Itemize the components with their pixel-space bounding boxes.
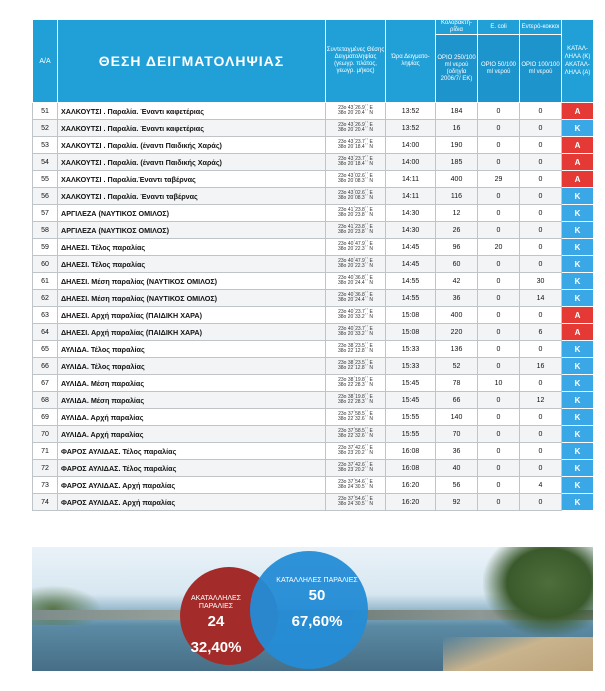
longitude: 23o 41΄23.8΄΄ E <box>338 223 373 230</box>
cell-classification: A <box>562 307 594 324</box>
cell-location: ΑΥΛΙΔΑ. Τέλος παραλίας <box>58 341 326 358</box>
table-row <box>33 494 594 511</box>
cell-coliforms: 70 <box>436 426 478 443</box>
cell-location: ΦΑΡΟΣ ΑΥΛΙΔΑΣ. Τέλος παραλίας <box>58 443 326 460</box>
cell-time: 13:52 <box>386 120 436 137</box>
cell-enterococci: 4 <box>520 477 562 494</box>
latitude: 38o 22΄32.6΄΄ N <box>337 416 374 422</box>
cell-coliforms: 52 <box>436 358 478 375</box>
table-row <box>33 443 594 460</box>
cell-enterococci: 0 <box>520 341 562 358</box>
table-row <box>33 307 594 324</box>
cell-enterococci: 0 <box>520 443 562 460</box>
cell-classification: K <box>562 392 594 409</box>
cell-enterococci: 0 <box>520 188 562 205</box>
table-body <box>33 103 594 511</box>
cell-ecoli: 0 <box>478 460 520 477</box>
cell-enterococci: 0 <box>520 307 562 324</box>
cell-classification: K <box>562 188 594 205</box>
cell-number: 60 <box>33 256 58 273</box>
cell-enterococci: 0 <box>520 494 562 511</box>
latitude: 38o 20΄23.8΄΄ N <box>337 229 374 235</box>
table-row <box>33 137 594 154</box>
cell-classification: K <box>562 426 594 443</box>
cell-number: 66 <box>33 358 58 375</box>
latitude: 38o 20΄08.3΄΄ N <box>337 178 374 184</box>
longitude: 23o 40΄23.7΄΄ E <box>338 325 373 332</box>
latitude: 38o 22΄12.8΄΄ N <box>337 365 374 371</box>
beach-photo-banner <box>32 547 593 671</box>
header-coords: Συντεταγμένες Θέσης Δειγματοληψίας (γεωγρ. πλάτος, γεωγρ. μήκος) <box>326 20 386 103</box>
table-row <box>33 171 594 188</box>
cell-enterococci: 14 <box>520 290 562 307</box>
longitude: 23o 38΄23.5΄΄ E <box>338 342 373 349</box>
cell-ecoli: 0 <box>478 103 520 120</box>
longitude: 23o 38΄19.8΄΄ E <box>338 376 373 383</box>
cell-coordinates <box>326 222 386 239</box>
cell-coliforms: 78 <box>436 375 478 392</box>
cell-location: ΦΑΡΟΣ ΑΥΛΙΔΑΣ. Τέλος παραλίας <box>58 460 326 477</box>
table-row <box>33 409 594 426</box>
table-row <box>33 120 594 137</box>
cell-time: 14:45 <box>386 256 436 273</box>
latitude: 38o 20΄33.2΄΄ N <box>337 314 374 320</box>
cell-time: 15:08 <box>386 324 436 341</box>
cell-classification: K <box>562 443 594 460</box>
cell-location: ΧΑΛΚΟΥΤΣΙ . Παραλία. Έναντι ταβέρνας <box>58 188 326 205</box>
cell-ecoli: 0 <box>478 137 520 154</box>
cell-classification: K <box>562 290 594 307</box>
cell-number: 68 <box>33 392 58 409</box>
longitude: 23o 37΄58.5΄΄ E <box>338 410 373 417</box>
table-row <box>33 324 594 341</box>
cell-ecoli: 0 <box>478 358 520 375</box>
cell-ecoli: 0 <box>478 324 520 341</box>
cell-coordinates <box>326 426 386 443</box>
unsuitable-percent: 32,40% <box>190 639 242 656</box>
cell-location: ΑΥΛΙΔΑ. Μέση παραλίας <box>58 392 326 409</box>
cell-location: ΔΗΛΕΣΙ. Αρχή παραλίας (ΠΑΙΔΙΚΗ ΧΑΡΑ) <box>58 324 326 341</box>
suitable-count: 50 <box>308 587 326 604</box>
cell-number: 69 <box>33 409 58 426</box>
cell-coliforms: 92 <box>436 494 478 511</box>
cell-time: 14:11 <box>386 171 436 188</box>
cell-coliforms: 400 <box>436 171 478 188</box>
latitude: 38o 22΄32.6΄΄ N <box>337 433 374 439</box>
cell-location: ΧΑΛΚΟΥΤΣΙ . Παραλία.Έναντι ταβέρνας <box>58 171 326 188</box>
cell-coliforms: 36 <box>436 290 478 307</box>
cell-coliforms: 140 <box>436 409 478 426</box>
cell-number: 73 <box>33 477 58 494</box>
latitude: 38o 22΄12.8΄΄ N <box>337 348 374 354</box>
longitude: 23o 41΄23.8΄΄ E <box>338 206 373 213</box>
cell-number: 51 <box>33 103 58 120</box>
cell-location: ΔΗΛΕΣΙ. Μέση παραλίας (ΝΑΥΤΙΚΟΣ ΟΜΙΛΟΣ) <box>58 290 326 307</box>
cell-time: 15:55 <box>386 409 436 426</box>
cell-classification: K <box>562 205 594 222</box>
cell-classification: A <box>562 154 594 171</box>
cell-enterococci: 0 <box>520 222 562 239</box>
cell-time: 14:30 <box>386 205 436 222</box>
table-row <box>33 103 594 120</box>
cell-ecoli: 20 <box>478 239 520 256</box>
header-num: A/A <box>33 20 58 103</box>
cell-number: 53 <box>33 137 58 154</box>
cell-ecoli: 0 <box>478 205 520 222</box>
latitude: 38o 24΄30.5΄΄ N <box>337 484 374 490</box>
header-ecoli-limit: ΟΡΙΟ 50/100 ml νερού <box>478 35 520 103</box>
unsuitable-label: ΑΚΑΤΑΛΛΗΛΕΣ ΠΑΡΑΛΙΕΣ <box>191 595 241 610</box>
latitude: 38o 20΄24.4΄΄ N <box>337 280 374 286</box>
cell-time: 16:20 <box>386 494 436 511</box>
cell-number: 59 <box>33 239 58 256</box>
cell-number: 63 <box>33 307 58 324</box>
header-classification: ΚΑΤΑΛ-ΛΗΛΑ (Κ) ΑΚΑΤΑΛ-ΛΗΛΑ (Α) <box>562 20 594 103</box>
cell-coordinates <box>326 375 386 392</box>
longitude: 23o 37΄58.5΄΄ E <box>338 427 373 434</box>
cell-enterococci: 0 <box>520 375 562 392</box>
latitude: 38o 20΄18.4΄΄ N <box>337 144 374 150</box>
cell-classification: A <box>562 137 594 154</box>
cell-number: 64 <box>33 324 58 341</box>
cell-enterococci: 0 <box>520 409 562 426</box>
cell-classification: A <box>562 324 594 341</box>
cell-coordinates <box>326 273 386 290</box>
latitude: 38o 20΄18.4΄΄ N <box>337 161 374 167</box>
cell-number: 65 <box>33 341 58 358</box>
cell-coordinates <box>326 103 386 120</box>
cell-coliforms: 190 <box>436 137 478 154</box>
cell-time: 16:08 <box>386 443 436 460</box>
table-row <box>33 358 594 375</box>
longitude: 23o 40΄36.8΄΄ E <box>338 274 373 281</box>
latitude: 38o 20΄22.3΄΄ N <box>337 246 374 252</box>
suitable-summary-circle <box>250 551 368 669</box>
latitude: 38o 20΄23.8΄΄ N <box>337 212 374 218</box>
latitude: 38o 20΄24.4΄΄ N <box>337 297 374 303</box>
cell-number: 57 <box>33 205 58 222</box>
cell-classification: K <box>562 375 594 392</box>
cell-ecoli: 0 <box>478 154 520 171</box>
cell-coordinates <box>326 307 386 324</box>
longitude: 23o 38΄23.5΄΄ E <box>338 359 373 366</box>
cell-number: 54 <box>33 154 58 171</box>
tree-right <box>483 547 593 637</box>
longitude: 23o 40΄47.9΄΄ E <box>338 240 373 247</box>
cell-ecoli: 29 <box>478 171 520 188</box>
cell-coordinates <box>326 239 386 256</box>
longitude: 23o 43΄23.7΄΄ E <box>338 155 373 162</box>
cell-enterococci: 0 <box>520 103 562 120</box>
header-coliforms-limit: ΟΡΙΟ 250/100 ml νερού (οδηγία 2006/7/ ΕΚ) <box>436 35 478 103</box>
cell-classification: K <box>562 273 594 290</box>
cell-enterococci: 0 <box>520 154 562 171</box>
cell-ecoli: 0 <box>478 409 520 426</box>
cell-ecoli: 0 <box>478 443 520 460</box>
cell-location: ΑΥΛΙΔΑ. Αρχή παραλίας <box>58 426 326 443</box>
cell-coliforms: 16 <box>436 120 478 137</box>
cell-classification: K <box>562 494 594 511</box>
latitude: 38o 23΄20.2΄΄ N <box>337 450 374 456</box>
suitable-percent: 67,60% <box>291 613 343 630</box>
cell-location: ΑΥΛΙΔΑ. Τέλος παραλίας <box>58 358 326 375</box>
cell-coordinates <box>326 154 386 171</box>
table-row <box>33 341 594 358</box>
cell-location: ΧΑΛΚΟΥΤΣΙ . Παραλία. Έναντι καφετέριας <box>58 103 326 120</box>
unsuitable-count: 24 <box>207 613 225 630</box>
longitude: 23o 37΄54.6΄΄ E <box>338 495 373 502</box>
cell-time: 14:00 <box>386 154 436 171</box>
table-row <box>33 205 594 222</box>
cell-coordinates <box>326 188 386 205</box>
cell-number: 62 <box>33 290 58 307</box>
cell-enterococci: 30 <box>520 273 562 290</box>
latitude: 38o 20΄22.3΄΄ N <box>337 263 374 269</box>
longitude: 23o 37΄42.6΄΄ E <box>338 444 373 451</box>
header-coliforms: Κολοβακτή-ρίδια <box>436 20 478 35</box>
cell-coordinates <box>326 409 386 426</box>
cell-classification: K <box>562 120 594 137</box>
latitude: 38o 20΄08.3΄΄ N <box>337 195 374 201</box>
latitude: 38o 24΄30.5΄΄ N <box>337 501 374 507</box>
cell-time: 15:45 <box>386 375 436 392</box>
cell-ecoli: 0 <box>478 426 520 443</box>
sampling-results-table <box>32 19 594 511</box>
cell-coliforms: 36 <box>436 443 478 460</box>
cell-number: 55 <box>33 171 58 188</box>
table-row <box>33 188 594 205</box>
cell-ecoli: 0 <box>478 222 520 239</box>
cell-time: 15:33 <box>386 341 436 358</box>
cell-number: 61 <box>33 273 58 290</box>
cell-coliforms: 26 <box>436 222 478 239</box>
cell-number: 58 <box>33 222 58 239</box>
cell-time: 15:55 <box>386 426 436 443</box>
cell-coliforms: 136 <box>436 341 478 358</box>
cell-classification: K <box>562 358 594 375</box>
cell-coliforms: 12 <box>436 205 478 222</box>
cell-coliforms: 66 <box>436 392 478 409</box>
cell-coliforms: 220 <box>436 324 478 341</box>
cell-number: 70 <box>33 426 58 443</box>
cell-location: ΑΡΓΙΛΕΖΑ (ΝΑΥΤΙΚΟΣ ΟΜΙΛΟΣ) <box>58 222 326 239</box>
cell-coordinates <box>326 137 386 154</box>
cell-location: ΦΑΡΟΣ ΑΥΛΙΔΑΣ. Αρχή παραλίας <box>58 477 326 494</box>
cell-coliforms: 185 <box>436 154 478 171</box>
header-enterococci: Εντερό-κοκκοι <box>520 20 562 35</box>
cell-enterococci: 16 <box>520 358 562 375</box>
table-row <box>33 256 594 273</box>
cell-time: 16:20 <box>386 477 436 494</box>
longitude: 23o 37΄54.6΄΄ E <box>338 478 373 485</box>
longitude: 23o 43΄26.9΄΄ E <box>338 121 373 128</box>
cell-coordinates <box>326 324 386 341</box>
cell-classification: K <box>562 409 594 426</box>
cell-coordinates <box>326 477 386 494</box>
cell-number: 71 <box>33 443 58 460</box>
cell-ecoli: 0 <box>478 307 520 324</box>
latitude: 38o 20΄33.2΄΄ N <box>337 331 374 337</box>
table-row <box>33 477 594 494</box>
table-row <box>33 392 594 409</box>
longitude: 23o 40΄47.9΄΄ E <box>338 257 373 264</box>
cell-location: ΑΥΛΙΔΑ. Μέση παραλίας <box>58 375 326 392</box>
cell-enterococci: 0 <box>520 171 562 188</box>
cell-location: ΔΗΛΕΣΙ. Τέλος παραλίας <box>58 256 326 273</box>
cell-enterococci: 0 <box>520 239 562 256</box>
cell-coliforms: 96 <box>436 239 478 256</box>
latitude: 38o 20΄20.4΄΄ N <box>337 127 374 133</box>
cell-number: 74 <box>33 494 58 511</box>
suitable-label: ΚΑΤΑΛΛΗΛΕΣ ΠΑΡΑΛΙΕΣ <box>276 577 358 584</box>
cell-ecoli: 0 <box>478 256 520 273</box>
cell-coordinates <box>326 290 386 307</box>
header-location: ΘΕΣΗ ΔΕΙΓΜΑΤΟΛΗΨΙΑΣ <box>58 20 326 103</box>
cell-location: ΔΗΛΕΣΙ. Μέση παραλίας (ΝΑΥΤΙΚΟΣ ΟΜΙΛΟΣ) <box>58 273 326 290</box>
table-row <box>33 290 594 307</box>
cell-coordinates <box>326 494 386 511</box>
cell-enterococci: 0 <box>520 205 562 222</box>
cell-location: ΧΑΛΚΟΥΤΣΙ . Παραλία. Έναντι καφετέριας <box>58 120 326 137</box>
latitude: 38o 20΄20.4΄΄ N <box>337 110 374 116</box>
longitude: 23o 43΄26.9΄΄ E <box>338 104 373 111</box>
cell-time: 14:11 <box>386 188 436 205</box>
cell-time: 15:45 <box>386 392 436 409</box>
cell-coliforms: 184 <box>436 103 478 120</box>
cell-ecoli: 0 <box>478 273 520 290</box>
cell-enterococci: 0 <box>520 120 562 137</box>
header-time: Ώρα Δειγματο-ληψίας <box>386 20 436 103</box>
cell-coliforms: 42 <box>436 273 478 290</box>
latitude: 38o 22΄28.3΄΄ N <box>337 399 374 405</box>
cell-enterococci: 0 <box>520 460 562 477</box>
table-row <box>33 460 594 477</box>
cell-time: 15:08 <box>386 307 436 324</box>
cell-enterococci: 0 <box>520 426 562 443</box>
longitude: 23o 43΄02.6΄΄ E <box>338 172 373 179</box>
beach-sand <box>443 637 593 671</box>
cell-time: 16:08 <box>386 460 436 477</box>
cell-classification: K <box>562 256 594 273</box>
cell-classification: K <box>562 341 594 358</box>
longitude: 23o 40΄36.8΄΄ E <box>338 291 373 298</box>
results-page <box>32 19 593 511</box>
cell-time: 14:55 <box>386 290 436 307</box>
cell-location: ΦΑΡΟΣ ΑΥΛΙΔΑΣ. Αρχή παραλίας <box>58 494 326 511</box>
header-ecoli: E. coli <box>478 20 520 35</box>
cell-coordinates <box>326 205 386 222</box>
cell-coordinates <box>326 460 386 477</box>
cell-ecoli: 10 <box>478 375 520 392</box>
longitude: 23o 38΄19.8΄΄ E <box>338 393 373 400</box>
cell-coliforms: 56 <box>436 477 478 494</box>
cell-ecoli: 0 <box>478 120 520 137</box>
cell-ecoli: 0 <box>478 494 520 511</box>
cell-enterococci: 0 <box>520 137 562 154</box>
cell-coliforms: 60 <box>436 256 478 273</box>
cell-enterococci: 6 <box>520 324 562 341</box>
cell-classification: K <box>562 477 594 494</box>
table-row <box>33 273 594 290</box>
cell-time: 14:00 <box>386 137 436 154</box>
table-row <box>33 375 594 392</box>
cell-ecoli: 0 <box>478 477 520 494</box>
table-header <box>33 20 594 103</box>
cell-location: ΑΡΓΙΛΕΖΑ (ΝΑΥΤΙΚΟΣ ΟΜΙΛΟΣ) <box>58 205 326 222</box>
cell-location: ΑΥΛΙΔΑ. Αρχή παραλίας <box>58 409 326 426</box>
cell-classification: K <box>562 460 594 477</box>
longitude: 23o 37΄42.6΄΄ E <box>338 461 373 468</box>
cell-number: 72 <box>33 460 58 477</box>
cell-coordinates <box>326 392 386 409</box>
cell-ecoli: 0 <box>478 188 520 205</box>
cell-ecoli: 0 <box>478 392 520 409</box>
cell-time: 14:45 <box>386 239 436 256</box>
table-row <box>33 222 594 239</box>
cell-location: ΔΗΛΕΣΙ. Τέλος παραλίας <box>58 239 326 256</box>
longitude: 23o 43΄02.6΄΄ E <box>338 189 373 196</box>
latitude: 38o 23΄20.2΄΄ N <box>337 467 374 473</box>
cell-number: 56 <box>33 188 58 205</box>
cell-location: ΔΗΛΕΣΙ. Αρχή παραλίας (ΠΑΙΔΙΚΗ ΧΑΡΑ) <box>58 307 326 324</box>
cell-coordinates <box>326 341 386 358</box>
cell-coliforms: 40 <box>436 460 478 477</box>
cell-time: 14:55 <box>386 273 436 290</box>
latitude: 38o 22΄28.3΄΄ N <box>337 382 374 388</box>
longitude: 23o 43΄23.7΄΄ E <box>338 138 373 145</box>
table-row <box>33 426 594 443</box>
cell-ecoli: 0 <box>478 290 520 307</box>
longitude: 23o 40΄23.7΄΄ E <box>338 308 373 315</box>
cell-coordinates <box>326 358 386 375</box>
cell-classification: A <box>562 103 594 120</box>
cell-location: ΧΑΛΚΟΥΤΣΙ . Παραλία. (έναντι Παιδικής Χαράς) <box>58 154 326 171</box>
cell-number: 52 <box>33 120 58 137</box>
cell-number: 67 <box>33 375 58 392</box>
cell-ecoli: 0 <box>478 341 520 358</box>
cell-coordinates <box>326 256 386 273</box>
cell-enterococci: 0 <box>520 256 562 273</box>
cell-classification: K <box>562 222 594 239</box>
cell-coordinates <box>326 120 386 137</box>
cell-time: 15:33 <box>386 358 436 375</box>
table-row <box>33 154 594 171</box>
cell-location: ΧΑΛΚΟΥΤΣΙ . Παραλία. (έναντι Παιδικής Χαράς) <box>58 137 326 154</box>
cell-coordinates <box>326 171 386 188</box>
cell-coliforms: 116 <box>436 188 478 205</box>
cell-classification: A <box>562 171 594 188</box>
cell-time: 13:52 <box>386 103 436 120</box>
header-enterococci-limit: ΟΡΙΟ 100/100 ml νερού <box>520 35 562 103</box>
cell-classification: K <box>562 239 594 256</box>
cell-time: 14:30 <box>386 222 436 239</box>
table-row <box>33 239 594 256</box>
cell-enterococci: 12 <box>520 392 562 409</box>
cell-coordinates <box>326 443 386 460</box>
cell-coliforms: 400 <box>436 307 478 324</box>
